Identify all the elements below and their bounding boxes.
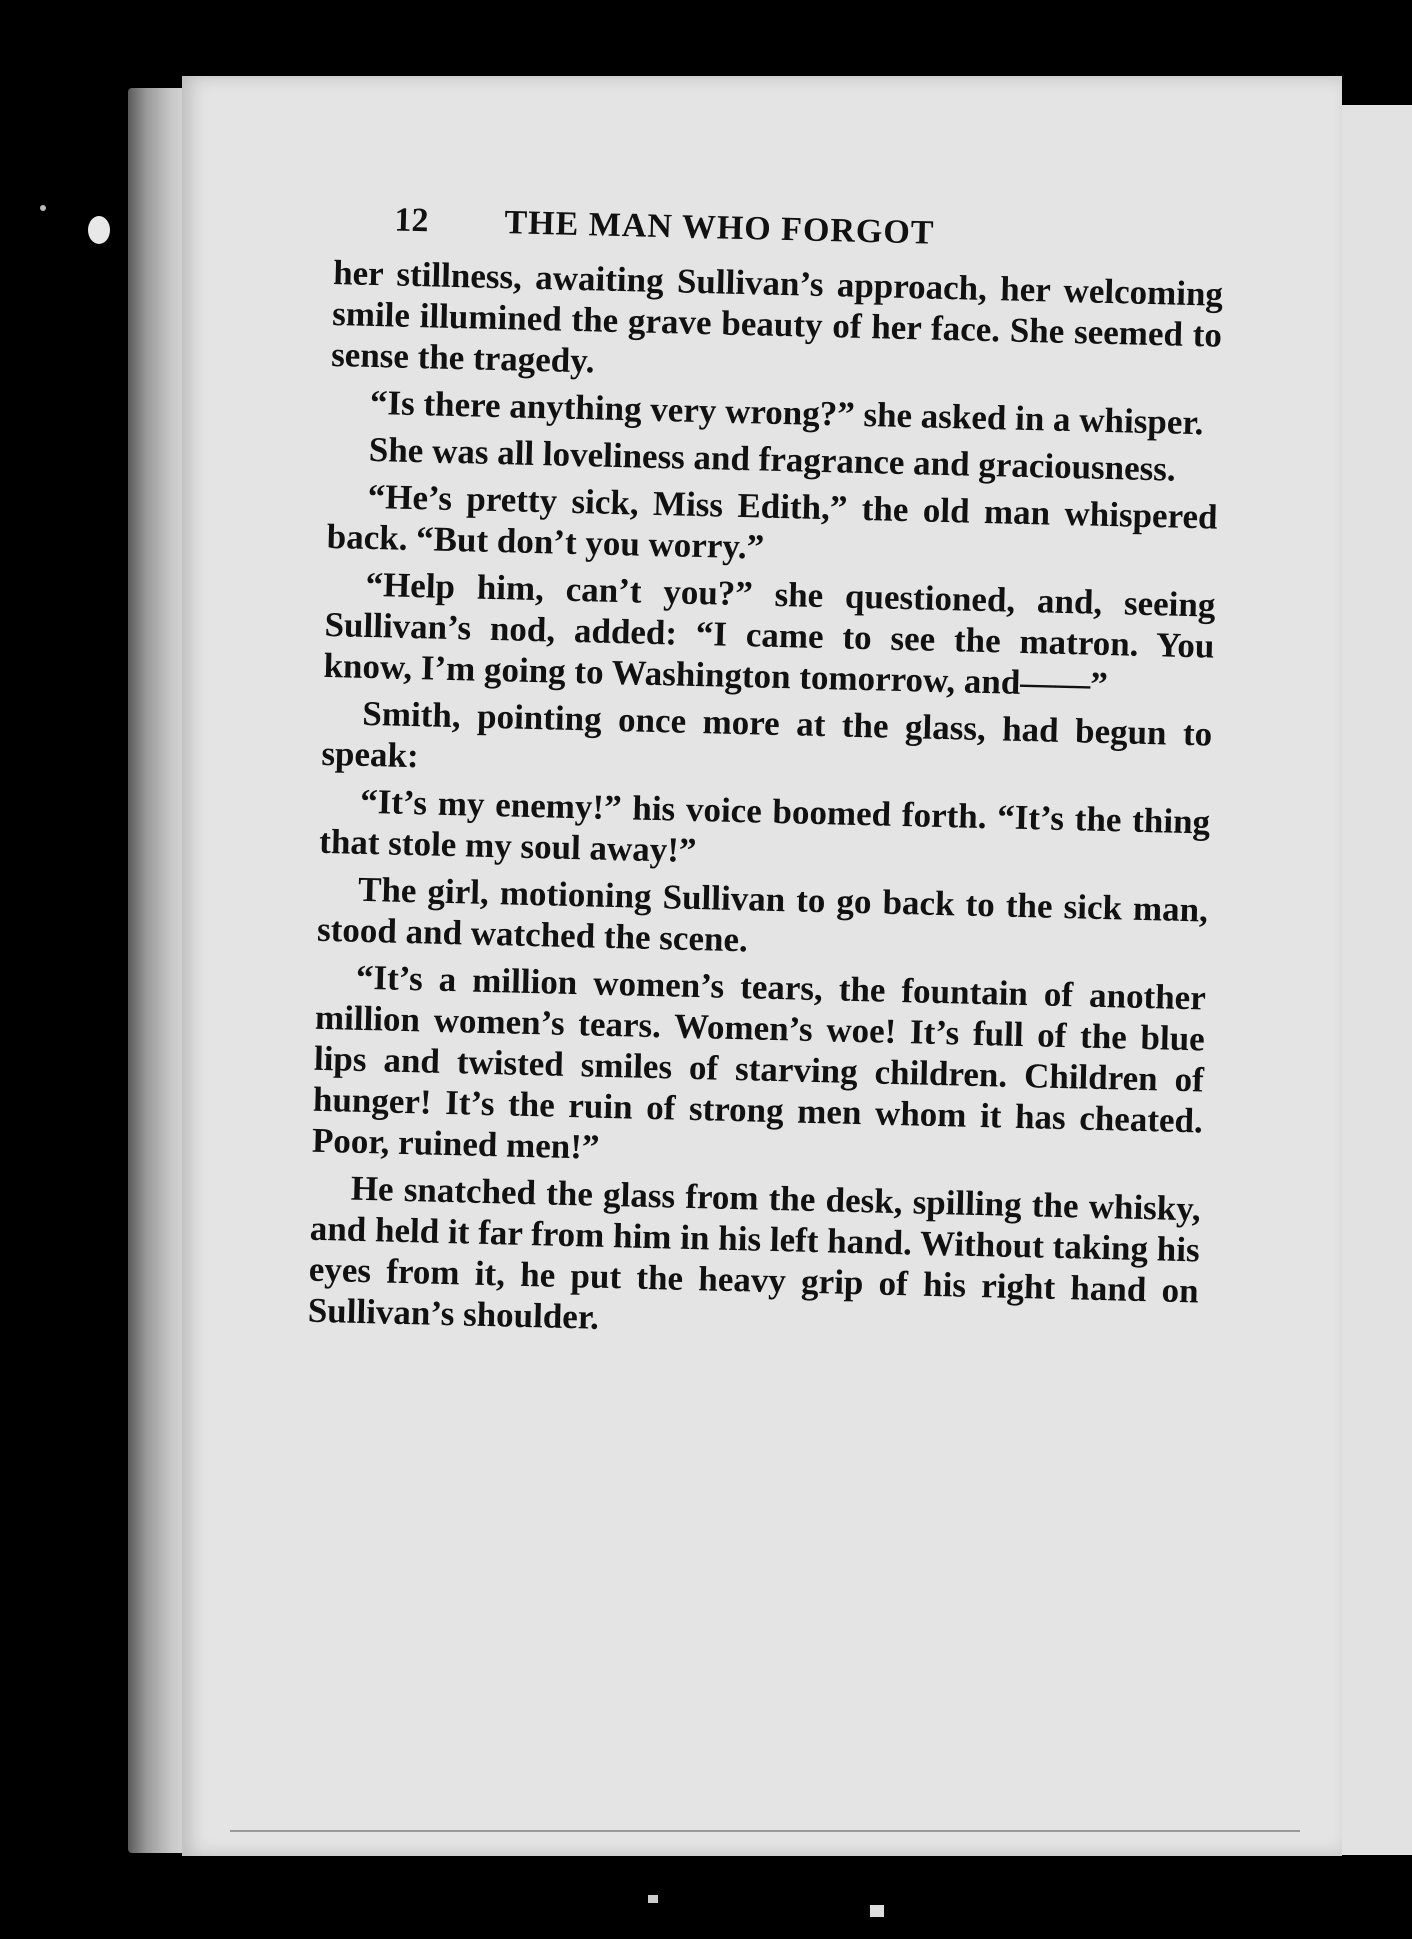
- scan-speck: [40, 205, 46, 211]
- page-bottom-edge: [230, 1830, 1300, 1832]
- paragraph: “Is there anything very wrong?” she asked in a whisper.: [369, 382, 1204, 443]
- paragraph: “It’s my enemy!” his voice boomed forth. “It’s the thing that stole my soul away!”: [318, 781, 1211, 871]
- scan-speck: [88, 216, 110, 244]
- paragraph: He snatched the glass from the desk, spilling the whisky, and held it far from him in his left hand. Without taking his eyes from it, he put the heavy grip of his right hand on Sullivan’s shoulder.: [307, 1168, 1202, 1337]
- page-content: [307, 200, 1225, 1358]
- paragraph: She was all loveliness and fragrance and graciousness.: [368, 429, 1177, 489]
- paragraph: “Help him, can’t you?” she questioned, and, seeing Sullivan’s nod, added: “I came to see the matron. You know, I’m going to Washington tomorrow, and——”: [323, 564, 1216, 705]
- book-edge-left: [128, 88, 190, 1853]
- paragraph: “He’s pretty sick, Miss Edith,” the old man whispered back. “But don’t you worry.”: [326, 476, 1218, 567]
- scan-speck: [870, 1905, 884, 1917]
- paragraph: Smith, pointing once more at the glass, had begun to speak:: [321, 693, 1213, 776]
- paragraph: her stillness, awaiting Sullivan’s approach, her welcoming smile illumined the grave beauty of her face. She seemed to sense the tragedy.: [330, 252, 1224, 381]
- paragraph: “It’s a million women’s tears, the fountain of another million women’s tears. Women’s woe! It’s full of the blue lips and twisted smiles of starving children. Children of hunger! It’s the ruin of strong men whom it has cheated. Poor, ruined men!”: [311, 957, 1207, 1167]
- paragraph: The girl, motioning Sullivan to go back to the sick man, stood and watched the scene.: [316, 869, 1209, 960]
- running-title: THE MAN WHO FORGOT: [504, 204, 935, 252]
- page-number: 12: [394, 201, 429, 240]
- scan-speck: [648, 1895, 658, 1903]
